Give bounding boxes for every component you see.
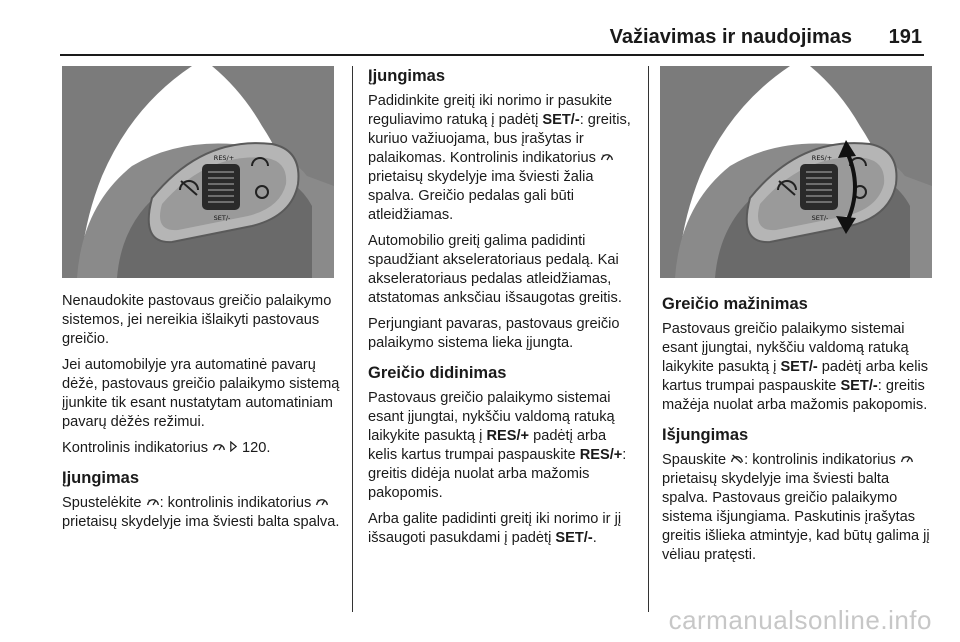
section-heading: Įjungimas [62,469,140,487]
cruise-cancel-icon [730,453,744,464]
figure-label-set: SET/- [213,214,231,222]
section-heading: Išjungimas [662,426,749,444]
section-heading: Įjungimas [368,67,446,85]
paragraph: Spustelėkite : kontrolinis indikatorius prietaisų skydelyje ima šviesti balta spalva. [62,495,340,530]
cruise-control-icon [600,151,614,162]
paragraph: Jei automobilyje yra automatinė pavarų dėžė, pastovaus greičio palaikymo sistemą įjunkite tik esant nustatytam automatiniam pavarų dėžės režimui. [62,357,340,430]
section-heading: Greičio didinimas [368,364,507,382]
paragraph: Perjungiant pavaras, pastovaus greičio palaikymo sistema lieka įjungta. [368,316,620,351]
column-divider-2 [648,66,649,612]
header-rule [60,54,924,56]
cruise-control-icon [315,496,329,507]
paragraph: Pastovaus greičio palaikymo sistemai esant įjungtai, nykščiu valdomą ratuką laikykite pasuktą į RES/+ padėtį arba kelis kartus trumpai paspauskite RES/+: greitis didėja nuolat arba mažomis pakopomis. [368,390,627,501]
paragraph: Nenaudokite pastovaus greičio palaikymo sistemos, jei nereikia išlaikyti pastovaus greičio. [62,293,332,347]
section-heading: Greičio mažinimas [662,295,808,313]
running-header-title: Važiavimas ir naudojimas [609,26,852,48]
paragraph: Automobilio greitį galima padidinti spaudžiant akseleratoriaus pedalą. Kai akseleratoriaus pedalas atleidžiamas, atstatomas anksčiau išsaugotas greitis. [368,233,622,306]
paragraph: Padidinkite greitį iki norimo ir pasukite reguliavimo ratuką į padėtį SET/-: greitis, kuriuo važiuojama, bus įrašytas ir palaikomas. Kontrolinis indikatorius prietaisų skydelyje ima šviesti žalia spalva. Greičio pedalas gali būti atleidžiamas. [368,93,631,223]
figure-steering-wheel-rotation [660,66,932,278]
figure-label-res: RES/+ [811,154,833,162]
figure-label-res: RES/+ [213,154,235,162]
column-3 [662,294,930,572]
cruise-control-icon [900,453,914,464]
page-reference-icon [229,441,238,452]
column-divider-1 [352,66,353,612]
paragraph: Pastovaus greičio palaikymo sistemai esant įjungtai, nykščiu valdomą ratuką laikykite pasuktą į SET/- padėtį arba kelis kartus trumpai paspauskite SET/-: greitis mažėja nuolat arba mažomis pakopomis. [662,321,929,413]
figure-label-set: SET/- [811,214,829,222]
column-2 [368,66,636,555]
paragraph: Spauskite : kontrolinis indikatorius prietaisų skydelyje ima šviesti balta spalva. Pastovaus greičio palaikymo sistema išjungiama. Paskutinis įrašytas greitis išlieka atmintyje, kad būtų galima jį vėliau pratęsti. [662,452,930,563]
figure-steering-wheel-controls [62,66,334,278]
watermark: carmanualsonline.info [668,605,932,635]
column-1 [62,292,342,539]
page-number: 191 [888,26,922,48]
paragraph: Arba galite padidinti greitį iki norimo ir jį išsaugoti pasukdami į padėtį SET/-. [368,511,622,546]
cruise-control-icon [212,441,226,452]
paragraph: Kontrolinis indikatorius 120. [62,440,271,456]
cruise-control-icon [146,496,160,507]
